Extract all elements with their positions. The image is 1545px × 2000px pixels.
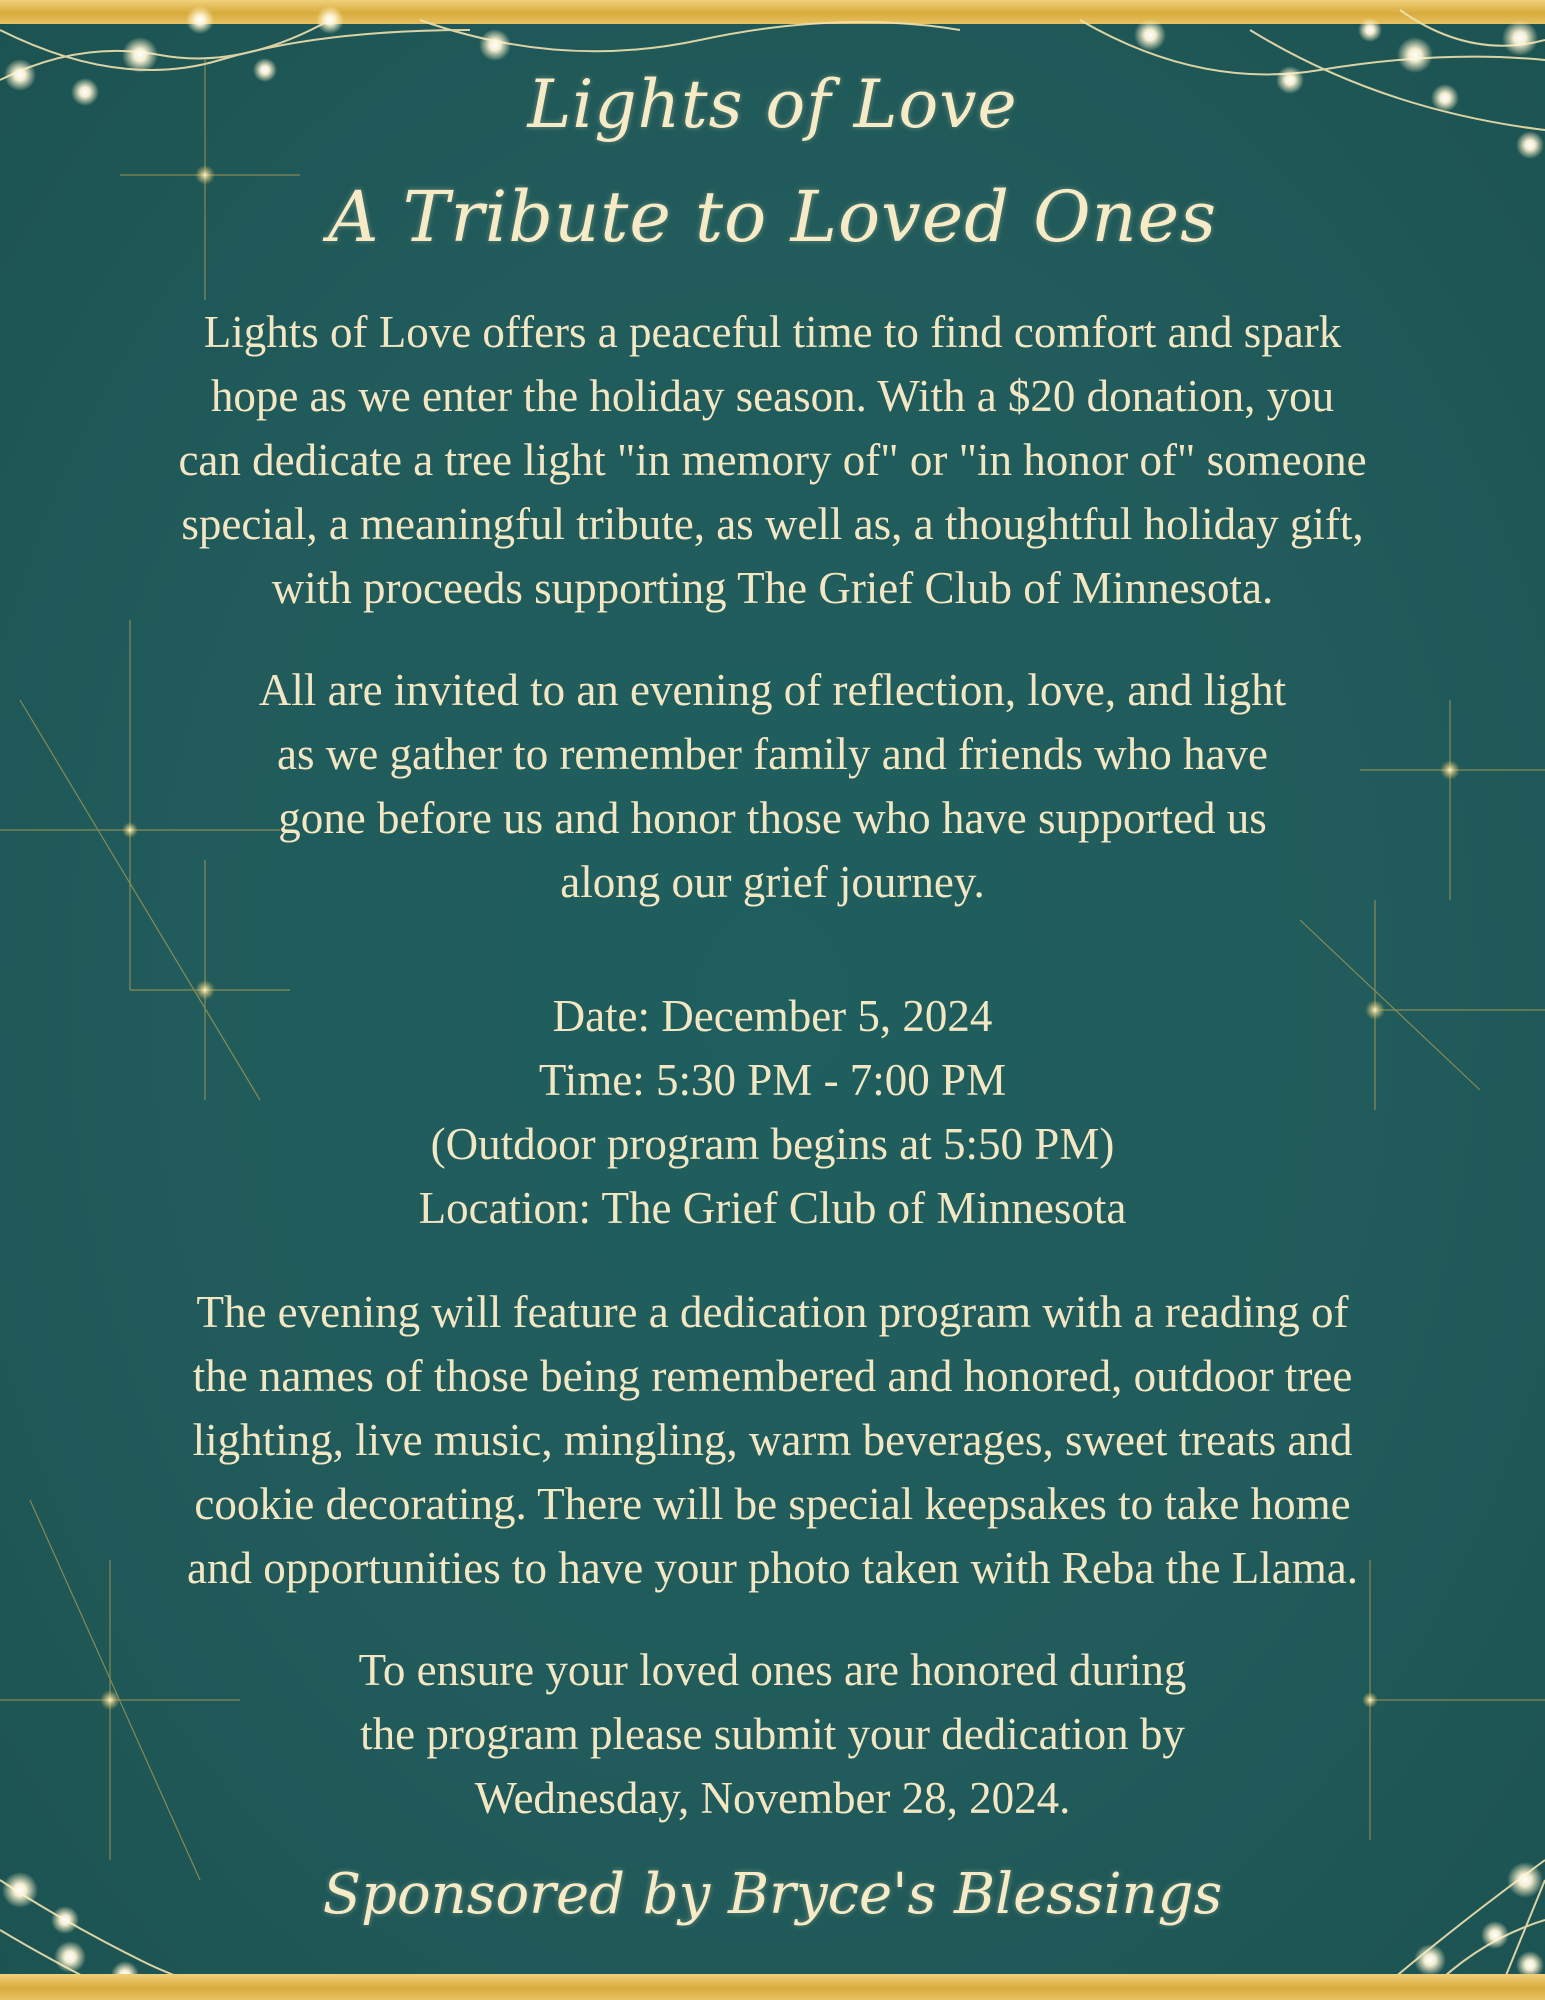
deadline-paragraph: [60, 1638, 1485, 1830]
intro-line: hope as we enter the holiday season. With a $20 donation, you: [210, 371, 1335, 421]
invitation-paragraph: [60, 658, 1485, 914]
intro-line: with proceeds supporting The Grief Club of Minnesota.: [271, 563, 1274, 613]
invitation-line: along our grief journey.: [560, 857, 985, 907]
event-location: Location: The Grief Club of Minnesota: [418, 1183, 1127, 1233]
intro-line: special, a meaningful tribute, as well as, a thoughtful holiday gift,: [181, 499, 1364, 549]
deadline-line: Wednesday, November 28, 2024.: [474, 1773, 1071, 1823]
invitation-line: gone before us and honor those who have supported us: [278, 793, 1267, 843]
invitation-line: All are invited to an evening of reflection, love, and light: [258, 665, 1287, 715]
program-line: lighting, live music, mingling, warm beverages, sweet treats and: [192, 1415, 1353, 1465]
sponsor-line: Sponsored by Bryce's Blessings: [322, 1862, 1223, 1927]
title-line-2: A Tribute to Loved Ones: [327, 176, 1218, 258]
intro-line: Lights of Love offers a peaceful time to find comfort and spark: [203, 307, 1342, 357]
program-line: the names of those being remembered and honored, outdoor tree: [192, 1351, 1353, 1401]
invitation-line: as we gather to remember family and friends who have: [277, 729, 1268, 779]
title-line-1: Lights of Love: [527, 66, 1018, 143]
program-line: The evening will feature a dedication program with a reading of: [196, 1287, 1349, 1337]
event-note: (Outdoor program begins at 5:50 PM): [430, 1119, 1115, 1169]
event-date: Date: December 5, 2024: [552, 991, 993, 1041]
deadline-line: the program please submit your dedication by: [360, 1709, 1185, 1759]
program-line: cookie decorating. There will be special keepsakes to take home: [194, 1479, 1351, 1529]
program-paragraph: [60, 1280, 1485, 1600]
event-time: Time: 5:30 PM - 7:00 PM: [538, 1055, 1007, 1105]
intro-line: can dedicate a tree light "in memory of" or "in honor of" someone: [178, 435, 1367, 485]
deadline-line: To ensure your loved ones are honored during: [358, 1645, 1187, 1695]
intro-paragraph: [60, 300, 1485, 620]
program-line: and opportunities to have your photo taken with Reba the Llama.: [187, 1543, 1358, 1593]
event-details: [60, 984, 1485, 1240]
